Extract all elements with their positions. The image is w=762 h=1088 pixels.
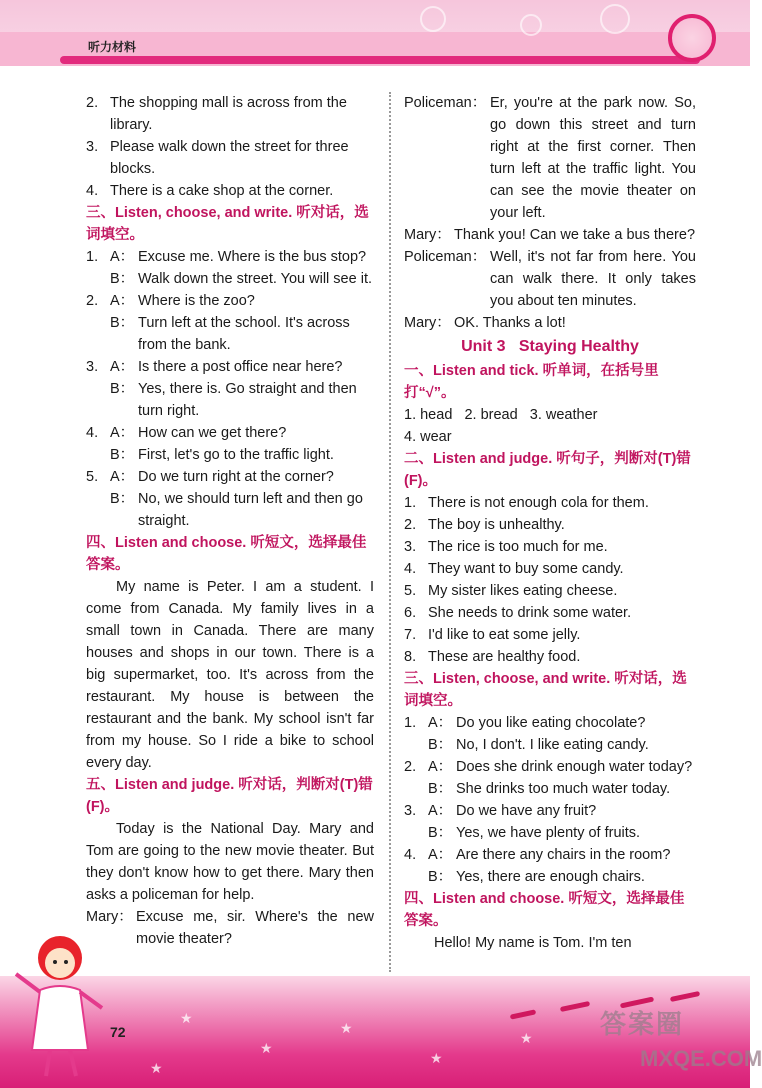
watermark-logo: 答案圈 [600, 1009, 685, 1039]
star-icon: ★ [180, 1010, 193, 1026]
section-heading: 四、Listen and choose. 听短文，选择最佳答案。 [86, 535, 367, 573]
right-column [404, 92, 696, 954]
dialog-item: 1. A： Do you like eating chocolate? B： No, I don't. I like eating candy. [404, 715, 649, 753]
speech-line: Policeman： Well, it's not far from here. You can walk there. It only takes you about ten minutes. [404, 249, 696, 309]
star-icon: ★ [260, 1040, 273, 1056]
girl-illustration-icon [10, 930, 110, 1080]
speech-line: Policeman： Er, you're at the park now. So, go down this street and turn right at the first corner. Then turn left at the traffic light. You can see the movie theater on your left. [404, 95, 696, 221]
section-heading: 四、Listen and choose. 听短文，选择最佳答案。 [404, 891, 685, 929]
dialog-item: 3. A： Is there a post office near here? B： Yes, there is. Go straight and then turn right. [86, 359, 357, 419]
star-icon: ★ [430, 1050, 443, 1066]
dialog-item: 3. A： Do we have any fruit? B： Yes, we have plenty of fruits. [404, 803, 641, 841]
list-item: 6. She needs to drink some water. [404, 605, 632, 621]
list-item: 4. They want to buy some candy. [404, 561, 624, 577]
header-bar [60, 56, 700, 64]
speech-line: Mary： Thank you! Can we take a bus there? [404, 227, 696, 243]
reading-passage: Hello! My name is Tom. I'm ten [434, 935, 632, 951]
list-item: 7. I'd like to eat some jelly. [404, 627, 581, 643]
section-heading: 三、Listen, choose, and write. 听对话，选词填空。 [404, 671, 687, 709]
unit-title: Unit 3 Staying Healthy [461, 338, 639, 355]
list-item: 2. The shopping mall is across from the library. [86, 95, 347, 133]
reading-passage: My name is Peter. I am a student. I come from Canada. My family lives in a small town in Canada. There are many houses and shops in our town. There is a big supermarket, too. It's across from the restaurant. My house is between the restaurant and the bank. My school isn't far from my house. So I ride a bike to school every day. [86, 579, 374, 771]
section-heading: 一、Listen and tick. 听单词，在括号里打“√”。 [404, 363, 659, 401]
list-item: 3. Please walk down the street for three blocks. [86, 139, 349, 177]
header-decor-dot [600, 4, 630, 34]
left-column [86, 92, 374, 950]
star-icon: ★ [150, 1060, 163, 1076]
dialog-item: 1. A： Excuse me. Where is the bus stop? B： Walk down the street. You will see it. [86, 249, 372, 287]
column-divider [389, 92, 391, 972]
watermark-url: MXQE.COM [640, 1046, 762, 1071]
dialog-item: 2. A： Where is the zoo? B： Turn left at the school. It's across from the bank. [86, 293, 350, 353]
dialog-item: 4. A： How can we get there? B： First, let's go to the traffic light. [86, 425, 334, 463]
section-heading: 五、Listen and judge. 听对话，判断对(T)错(F)。 [86, 777, 373, 815]
section-heading: 二、Listen and judge. 听句子，判断对(T)错(F)。 [404, 451, 691, 489]
list-item: 5. My sister likes eating cheese. [404, 583, 618, 599]
dialog-item: 4. A： Are there any chairs in the room? B： Yes, there are enough chairs. [404, 847, 671, 885]
header-title: 听力材料 [88, 40, 137, 54]
list-item: 3. The rice is too much for me. [404, 539, 608, 555]
list-item: 1. There is not enough cola for them. [404, 495, 649, 511]
list-item: 8. These are healthy food. [404, 649, 581, 665]
word-list: 1. head 2. bread 3. weather [404, 407, 598, 423]
header-decor-dot [520, 14, 542, 36]
word-list: 4. wear [404, 429, 452, 445]
speech-line: Mary： OK. Thanks a lot! [404, 315, 566, 331]
page-number: 72 [110, 1024, 126, 1040]
list-item: 2. The boy is unhealthy. [404, 517, 565, 533]
header-decor-dot [420, 6, 446, 32]
dialog-intro: Today is the National Day. Mary and Tom are going to the new movie theater. But they don't know how to get there. Mary then asks a policeman for help. [86, 821, 374, 903]
star-icon: ★ [520, 1030, 533, 1046]
dialog-item: 5. A： Do we turn right at the corner? B： No, we should turn left and then go straight. [86, 469, 363, 529]
list-item: 4. There is a cake shop at the corner. [86, 183, 334, 199]
dialog-item: 2. A： Does she drink enough water today? B： She drinks too much water today. [404, 759, 693, 797]
section-heading: 三、Listen, choose, and write. 听对话，选词填空。 [86, 205, 369, 243]
speech-line: Mary： Excuse me, sir. Where's the new movie theater? [86, 909, 374, 947]
header-circle-icon [668, 14, 716, 62]
star-icon: ★ [340, 1020, 353, 1036]
